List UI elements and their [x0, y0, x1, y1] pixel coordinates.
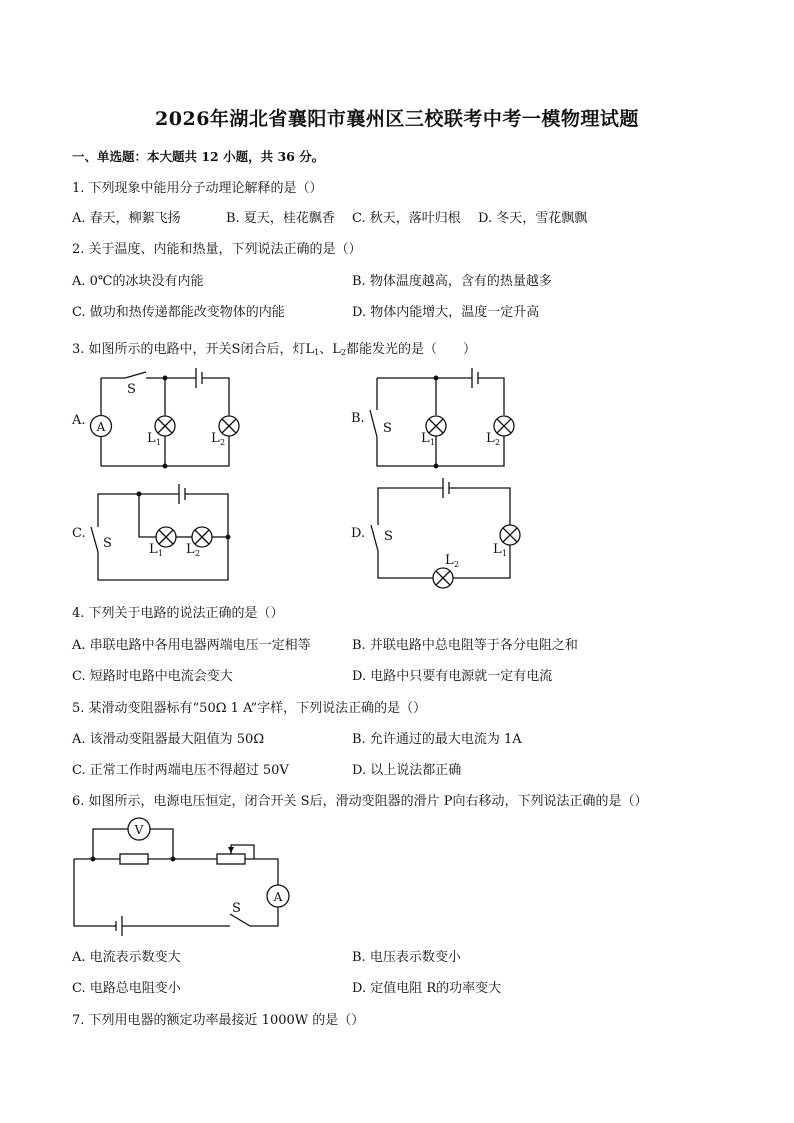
lamp-sub-d1: 1 [502, 549, 508, 558]
q5-option-b: B. 允许通过的最大电流为 1A [352, 732, 522, 747]
switch-label-d: S [384, 529, 393, 544]
lamp-sub-c1: 1 [158, 549, 164, 558]
q6-option-a: A. 电流表示数变大 [72, 950, 181, 965]
q2-option-d: D. 物体内能增大，温度一定升高 [352, 305, 540, 320]
q7-stem: 7. 下列用电器的额定功率最接近 1000W 的是（） [72, 1013, 365, 1028]
lamp-label-c1: L [149, 542, 158, 557]
q2-stem: 2. 关于温度、内能和热量，下列说法正确的是（） [72, 242, 362, 257]
lamp-label-d2: L [445, 553, 454, 568]
label-circuit-a: A. [72, 413, 86, 428]
lamp-label-b2: L [486, 431, 495, 446]
q6-option-d: D. 定值电阻 R的功率变大 [352, 981, 502, 996]
lamp-sub-c2: 2 [195, 549, 201, 558]
section-heading: 一、单选题：本大题共 12 小题，共 36 分。 [72, 149, 325, 164]
circuit-b [370, 368, 514, 468]
q3-l1: L [305, 342, 315, 357]
q1-option-a: A. 春天，柳絮飞扬 [72, 211, 181, 226]
lamp-label-a1: L [147, 431, 156, 446]
lamp-label-b1: L [421, 431, 430, 446]
q2-option-a: A. 0℃的冰块没有内能 [72, 274, 204, 289]
q1-option-c: C. 秋天，落叶归根 [352, 211, 461, 226]
q4-option-d: D. 电路中只要有电源就一定有电流 [352, 669, 553, 684]
q6-option-c: C. 电路总电阻变小 [72, 981, 181, 996]
q3-stem-post: 都能发光的是（ ） [345, 342, 476, 357]
label-circuit-d: D. [351, 526, 366, 541]
q1-stem: 1. 下列现象中能用分子动理论解释的是（） [72, 181, 323, 196]
q6-circuit-diagram [0, 815, 794, 940]
q3-sep: 、 [319, 342, 333, 357]
label-circuit-b: B. [351, 411, 365, 426]
label-circuit-c: C. [72, 526, 86, 541]
q1-option-b: B. 夏天，桂花飘香 [226, 211, 335, 226]
q4-stem: 4. 下列关于电路的说法正确的是（） [72, 606, 284, 621]
q4-option-a: A. 串联电路中各用电器两端电压一定相等 [72, 638, 311, 653]
voltmeter-label: V [134, 823, 144, 837]
q5-stem: 5. 某滑动变阻器标有“50Ω 1 A”字样，下列说法正确的是（） [72, 701, 427, 716]
lamp-sub-b2: 2 [495, 438, 501, 447]
q6-option-b: B. 电压表示数变小 [352, 950, 461, 965]
lamp-label-c2: L [186, 542, 195, 557]
circuit-d [371, 478, 520, 588]
ammeter-label-a: A [96, 420, 106, 434]
q5-option-a: A. 该滑动变阻器最大阻值为 50Ω [72, 732, 265, 747]
circuit-c [91, 484, 230, 580]
switch-label-a: S [127, 382, 136, 397]
switch-label-b: S [383, 421, 392, 436]
switch-label-c: S [103, 536, 112, 551]
lamp-label-a2: L [211, 431, 220, 446]
q3-stem-pre: 3. 如图所示的电路中，开关S闭合后，灯 [72, 342, 306, 357]
lamp-sub-a2: 2 [220, 438, 226, 447]
q6-stem: 6. 如图所示，电源电压恒定，闭合开关 S后，滑动变阻器的滑片 P向右移动，下列说法正确的是（） [72, 794, 648, 809]
page-title: 2026年湖北省襄阳市襄州区三校联考中考一模物理试题 [155, 108, 639, 130]
q2-option-c: C. 做功和热传递都能改变物体的内能 [72, 305, 285, 320]
ammeter-label: A [273, 890, 283, 904]
lamp-label-d1: L [493, 542, 502, 557]
q3-l2-sub: 2 [340, 348, 346, 357]
lamp-sub-a1: 1 [156, 438, 162, 447]
switch-label: S [232, 901, 241, 916]
lamp-sub-b1: 1 [430, 438, 436, 447]
lamp-sub-d2: 2 [454, 560, 460, 569]
circuit-a [91, 368, 240, 468]
q5-option-d: D. 以上说法都正确 [352, 763, 462, 778]
q5-option-c: C. 正常工作时两端电压不得超过 50V [72, 763, 289, 778]
q3-stem [72, 338, 476, 357]
q2-option-b: B. 物体温度越高，含有的热量越多 [352, 274, 552, 289]
q3-circuit-diagrams [0, 360, 794, 600]
q4-option-c: C. 短路时电路中电流会变大 [72, 669, 233, 684]
q4-option-b: B. 并联电路中总电阻等于各分电阻之和 [352, 638, 578, 653]
q1-option-d: D. 冬天，雪花飘飘 [478, 211, 588, 226]
q3-l1-sub: 1 [314, 348, 320, 357]
q3-l2: L [332, 342, 341, 357]
